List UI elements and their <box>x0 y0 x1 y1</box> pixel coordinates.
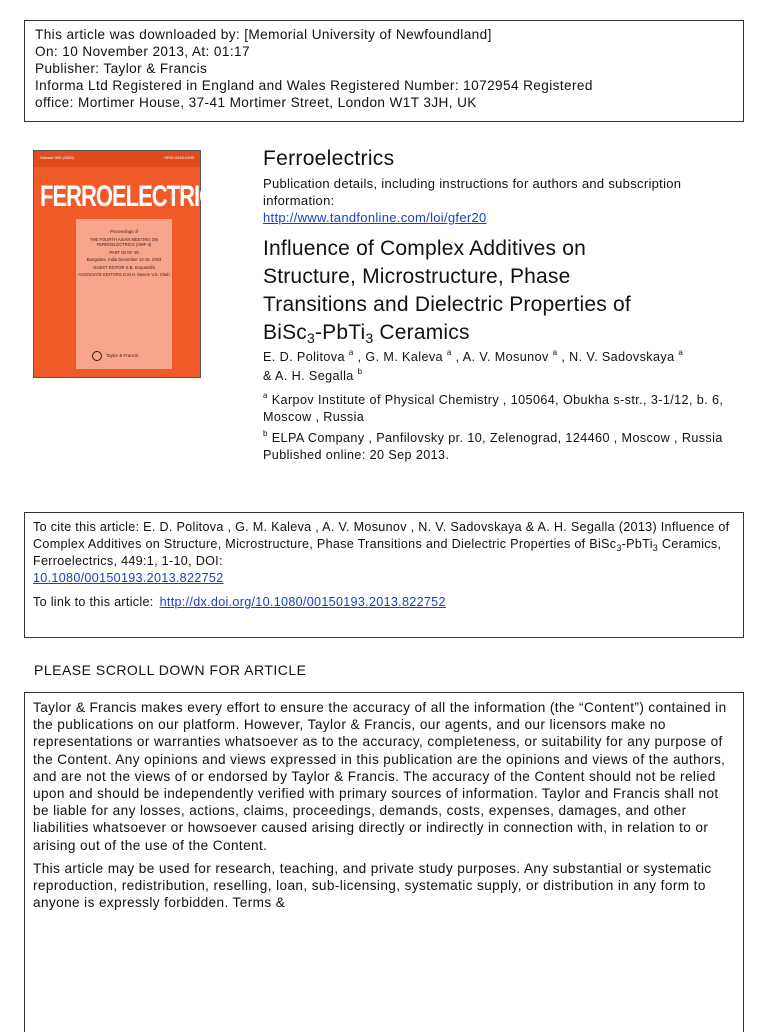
cover-panel-line: PART 00 OF 00 <box>109 249 139 255</box>
author-name: , G. M. Kaleva <box>353 350 443 364</box>
cover-issn-text: ISSN 0015-0193 <box>164 155 194 160</box>
article-title-line: Transitions and Dielectric Properties of <box>263 293 631 316</box>
registration-line: Informa Ltd Registered in England and Wales Registered Number: 1072954 Registered <box>35 78 593 93</box>
cover-panel-line: Bangalore, India December 12-15, 2003 <box>86 257 162 262</box>
cover-publisher-logo <box>92 349 156 363</box>
download-date-line: On: 10 November 2013, At: 01:17 <box>35 44 250 59</box>
download-info-box <box>24 20 744 122</box>
article-title-line: BiSc$_3$-PbTi$_3$ Ceramics <box>263 321 470 346</box>
article-title-line: Influence of Complex Additives on <box>263 237 586 260</box>
affiliations <box>263 392 743 464</box>
author-name: , A. V. Mosunov <box>451 350 549 364</box>
author-name: E. D. Politova <box>263 350 345 364</box>
article-title <box>263 235 743 347</box>
author-name: , N. V. Sadovskaya <box>557 350 675 364</box>
author-name: & A. H. Segalla <box>263 369 354 383</box>
affiliation-b: $^b$ ELPA Company , Panfilovsky pr. 10, Zelenograd, 124460 , Moscow , Russia <box>263 429 723 445</box>
cover-panel-line: THE FOURTH ASIAN MEETING ON FERROELECTRICS (AMF-4) <box>89 236 159 247</box>
cover-publisher-text: Taylor & Francis <box>106 353 139 358</box>
disclaimer-paragraph: Taylor & Francis makes every effort to ensure the accuracy of all the information (the “Content”) contained in the publications on our platform. However, Taylor & Francis, our agents, and our licensors make no representations or warranties whatsoever as to the accuracy, completeness, or suitability for any purpose of the Content. Any opinions and views expressed in this publication are the opinions and views of the authors, and are not the views of or endorsed by Taylor & Francis. The accuracy of the Content should not be relied upon and should be independently verified with primary sources of information. Taylor and Francis shall not be liable for any losses, actions, claims, proceedings, demands, costs, expenses, damages, and other liabilities whatsoever or howsoever caused arising directly or indirectly in connection with, in relation to or arising out of the use of the Content. <box>33 700 727 853</box>
citation-box <box>24 512 744 638</box>
article-link-line <box>33 594 735 611</box>
article-link-label: To link to this article: <box>33 595 154 609</box>
journal-title: Ferroelectrics <box>263 147 395 170</box>
cover-panel-line: ASSOCIATE EDITORS G.M.H. Menon V.S. Shah <box>78 272 170 277</box>
office-line: office: Mortimer House, 37-41 Mortimer Street, London W1T 3JH, UK <box>35 95 477 110</box>
article-link[interactable]: http://dx.doi.org/10.1080/00150193.2013.822752 <box>159 595 446 609</box>
journal-meta <box>263 146 743 227</box>
publisher-logo-icon <box>92 351 102 361</box>
cover-volume-text: Volume 000 (0000) <box>40 155 74 160</box>
citation-text: To cite this article: E. D. Politova , G. M. Kaleva , A. V. Mosunov , N. V. Sadovskaya & A. H. Segalla (2013) Influence of Complex Additives on Structure, Microstructure, Phase Transitions and Dielectric Properties of BiSc$_3$-PbTi$_3$ Ceramics, Ferroelectrics, 449:1, 1-10, DOI: 10.1080/00150193.2013.822752 <box>33 520 730 585</box>
citation-doi-link[interactable]: 10.1080/00150193.2013.822752 <box>33 571 224 585</box>
journal-cover-image <box>33 150 228 378</box>
cover-panel-line: GUEST EDITOR S.B. Krupanidhi <box>93 264 155 270</box>
cover-panel <box>76 219 172 369</box>
cover-logo: FERROELECTRICS <box>40 179 228 213</box>
journal-link[interactable]: http://www.tandfonline.com/loi/gfer20 <box>263 210 487 225</box>
download-line: This article was downloaded by: [Memorial University of Newfoundland] <box>35 27 492 42</box>
published-online: Published online: 20 Sep 2013. <box>263 448 450 462</box>
publisher-line: Publisher: Taylor & Francis <box>35 61 208 76</box>
affiliation-a: $^a$ Karpov Institute of Physical Chemistry , 105064, Obukha s-str., 3-1/12, b. 6, Moscow , Russia <box>263 391 724 424</box>
author-list: E. D. Politova $^a$ , G. M. Kaleva $^a$ , A. V. Mosunov $^a$ , N. V. Sadovskaya $^a$ & A. H. Segalla $^b$ <box>263 348 684 383</box>
disclaimer-paragraph: This article may be used for research, teaching, and private study purposes. Any substantial or systematic reproduction, redistribution, reselling, loan, sub-licensing, systematic supply, or distribution in any form to anyone is expressly forbidden. Terms & <box>33 860 712 911</box>
article-title-line: Structure, Microstructure, Phase <box>263 265 571 288</box>
cover-panel-line: Proceedings of <box>110 229 138 234</box>
publication-details: Publication details, including instructions for authors and subscription information: <box>263 176 682 208</box>
scroll-notice: PLEASE SCROLL DOWN FOR ARTICLE <box>34 662 307 678</box>
disclaimer-box <box>24 692 744 1032</box>
cover-top-band <box>34 151 200 167</box>
